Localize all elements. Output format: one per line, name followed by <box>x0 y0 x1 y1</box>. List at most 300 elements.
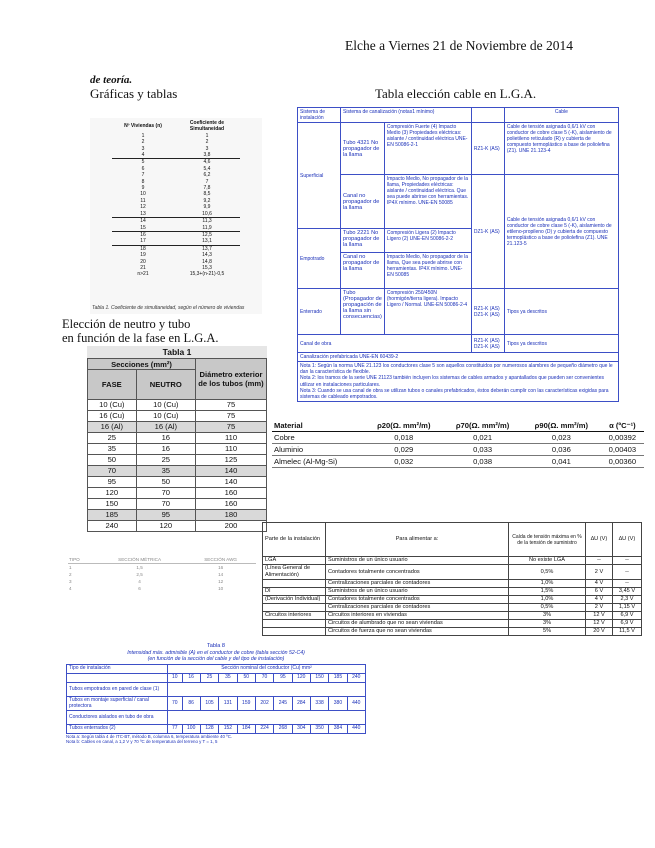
simultaneity-col-viviendas: Nº Viviendas (n) <box>124 123 162 130</box>
material-cell: 0,018 <box>364 432 443 444</box>
simultaneity-coef-cell: 3,8 <box>174 152 240 159</box>
neutro-diametro-cell: 160 <box>196 488 267 499</box>
faded-cell: 4 <box>69 586 72 591</box>
faded-cell: 6 <box>138 586 141 591</box>
table-row <box>263 604 642 612</box>
simultaneity-coef-cell: 3 <box>205 145 209 152</box>
neutro-neutro-cell: 16 <box>136 444 195 455</box>
table-row <box>112 238 240 245</box>
caida-cell: 20 V <box>586 628 613 636</box>
lga-emp-tubo-desc: Compresión Ligera (2) Impacto Ligero (2) UNE-EN 50086-2-2 <box>384 229 471 253</box>
lga-sup-canal-desc: Impacto Medio, No propagador de la llama, Propiedades eléctricas: aislante / continuidad eléctrica. Que sea puede abrirse con herramientas. IP4X mínimo. UNE-EN 50085 <box>384 175 471 229</box>
table-row <box>263 588 642 596</box>
caida-cell: -- <box>586 557 613 565</box>
faded-cell: 2 <box>69 572 72 577</box>
intensidad-title: Tabla 8 <box>206 643 226 649</box>
simultaneity-viviendas-cell: n>21 <box>137 271 149 278</box>
material-cell: 0,038 <box>443 456 522 468</box>
lga-obra-cable-desc: Tipos ya descritos <box>504 335 618 353</box>
caida-cell <box>263 628 326 636</box>
lga-sup-canal: Canal no propagador de la llama <box>341 175 385 229</box>
table-row <box>112 211 240 218</box>
neutro-diametro-cell: 125 <box>196 455 267 466</box>
neutro-table-title: Tabla 1 <box>162 347 192 357</box>
simultaneity-coef-cell: 6,2 <box>203 172 211 179</box>
simultaneity-coef-cell: 9,9 <box>203 204 211 211</box>
caida-cell: 0,5% <box>509 565 586 580</box>
caida-col-alimentar: Para alimentar a: <box>326 523 509 557</box>
caida-cell: 4 V <box>586 596 613 604</box>
material-cell: 0,041 <box>522 456 601 468</box>
material-cell: 0,036 <box>522 444 601 456</box>
caida-cell: 1,0% <box>509 596 586 604</box>
intensidad-value-cell: 128 <box>200 724 218 733</box>
simultaneity-viviendas-cell: 21 <box>140 264 146 271</box>
material-table <box>272 420 644 468</box>
neutro-neutro-cell: 10 (Cu) <box>136 411 195 422</box>
neutro-panel <box>87 346 267 532</box>
faded-col1: TIPO <box>68 556 94 564</box>
material-cell: 0,029 <box>364 444 443 456</box>
neutro-secciones-header: Secciones (mm²) <box>88 359 196 370</box>
simultaneity-col-coef: Coeficiente de Simultaneidad <box>189 120 225 133</box>
simultaneity-coef-cell: 15,3+(n-21)·0,5 <box>189 271 225 278</box>
simultaneity-coef-cell: 14,3 <box>202 252 212 259</box>
caida-cell: DI <box>263 588 326 596</box>
material-cell: 0,023 <box>522 432 601 444</box>
neutro-neutro-cell: 25 <box>136 455 195 466</box>
simultaneity-coef-cell: 5,4 <box>203 165 211 172</box>
table-row <box>88 488 267 499</box>
lga-emp-tubo: Tubo 2221 No propagador de la llama <box>341 229 385 253</box>
intensidad-row-d-label: Tubos enterrados (2) <box>67 724 168 733</box>
neutro-diametro-cell: 180 <box>196 510 267 521</box>
lga-enterrado: Enterrado <box>298 289 341 335</box>
material-header-cell: ρ90(Ω. mm²/m) <box>522 420 601 432</box>
caida-cell: Circuitos interiores <box>263 612 326 620</box>
caida-cell <box>263 580 326 588</box>
table-row <box>88 521 267 532</box>
neutro-fase-cell: 95 <box>88 477 137 488</box>
simultaneity-panel <box>90 118 262 314</box>
caida-cell: 3% <box>509 612 586 620</box>
lga-ent-tubo-desc: Compresión 250/450N (hormigón/tierra ligera). Impacto Ligero / Normal. UNE-EN 50086-2-4 <box>384 289 471 335</box>
caida-cell: 2 V <box>586 565 613 580</box>
table-row <box>272 444 644 456</box>
caida-col-maxima: Caída de tensión máxima en % de la tensión de suministro <box>509 523 586 557</box>
neutro-diametro-cell: 75 <box>196 422 267 433</box>
table-row <box>112 225 240 232</box>
simultaneity-viviendas-cell: 4 <box>112 152 174 159</box>
intensidad-size-cell: 25 <box>200 673 218 682</box>
material-panel <box>272 420 644 468</box>
caida-cell: 6,9 V <box>613 612 642 620</box>
caida-cell <box>263 604 326 612</box>
simultaneity-table <box>112 120 240 278</box>
table-row <box>272 456 644 468</box>
lga-ent-cable-desc: Tipos ya descritos <box>504 289 618 335</box>
simultaneity-viviendas-cell: 18 <box>140 245 146 252</box>
simultaneity-viviendas-cell: 17 <box>112 238 174 245</box>
simultaneity-coef-cell: 9,2 <box>203 197 211 204</box>
neutro-neutro-cell: 35 <box>136 466 195 477</box>
material-cell: 0,00403 <box>601 444 644 456</box>
simultaneity-viviendas-cell: 11 <box>140 197 146 204</box>
date-line: Elche a Viernes 21 de Noviembre de 2014 <box>345 38 573 53</box>
intensidad-value-cell: 384 <box>329 724 347 733</box>
simultaneity-coef-cell: 11,3 <box>202 218 212 225</box>
neutro-fase-cell: 35 <box>88 444 137 455</box>
neutro-fase-cell: 16 (Al) <box>88 422 137 433</box>
table-row <box>88 477 267 488</box>
intensidad-value-cell: 86 <box>182 696 200 710</box>
faded-cell: 14 <box>218 572 224 577</box>
caida-cell: 2,3 V <box>613 596 642 604</box>
neutro-diametro-cell: 140 <box>196 466 267 477</box>
simultaneity-coef-cell: 14,8 <box>202 258 212 265</box>
intensidad-row-a-label: Tubos empotrados en pared de clase (1) <box>67 682 168 696</box>
material-header-cell: Material <box>272 420 364 432</box>
neutro-diametro-cell: 110 <box>196 444 267 455</box>
caida-cell: Contadores totalmente concentrados <box>326 565 509 580</box>
intensidad-value-cell: 159 <box>237 696 255 710</box>
table-row <box>88 433 267 444</box>
caida-cell: 12 V <box>586 612 613 620</box>
faded-cell: 12 <box>218 579 224 584</box>
caida-cell: No existe LGA <box>509 557 586 565</box>
lga-sup-cable-b: DZ1-K (AS) <box>471 175 504 289</box>
caida-cell: Circuitos de alumbrado que no sean viviendas <box>326 620 509 628</box>
intensidad-value-cell: 440 <box>347 724 365 733</box>
material-cell: 0,00360 <box>601 456 644 468</box>
intensidad-seccion-label: Sección nominal del conductor (Cu) mm² <box>168 664 366 673</box>
material-cell: 0,033 <box>443 444 522 456</box>
caida-cell: (Línea General de Alimentación) <box>263 565 326 580</box>
simultaneity-viviendas-cell: 16 <box>140 231 146 238</box>
intensidad-value-cell: 152 <box>219 724 237 733</box>
caida-cell: 1,5% <box>509 588 586 596</box>
intensidad-row-b-label: Tubos en montaje superficial / canal protectora <box>67 696 168 710</box>
table-row <box>88 411 267 422</box>
lga-canalizacion-note: Canalización prefabricada UNE-EN 60439-2 <box>298 353 619 362</box>
neutro-neutro-cell: 50 <box>136 477 195 488</box>
intensidad-size-cell: 95 <box>274 673 292 682</box>
lga-ent-cable: RZ1-K (AS) DZ1-K (AS) <box>471 289 504 335</box>
neutro-neutro-cell: 16 <box>136 433 195 444</box>
table-row <box>112 218 240 225</box>
simultaneity-coef-cell: 7 <box>205 178 209 185</box>
intensidad-value-cell: 77 <box>168 724 183 733</box>
neutro-neutro-header: NEUTRO <box>136 370 195 400</box>
faded-cell: 2,5 <box>136 572 143 577</box>
intensidad-value-cell: 268 <box>274 724 292 733</box>
simultaneity-coef-cell: 1 <box>205 132 209 139</box>
caida-cell: 6,9 V <box>613 620 642 628</box>
caida-cell: LGA <box>263 557 326 565</box>
caida-table <box>262 522 642 636</box>
lga-emp-canal: Canal no propagador de la llama <box>341 253 385 289</box>
caida-cell: -- <box>613 580 642 588</box>
caida-cell: (Derivación Individual) <box>263 596 326 604</box>
caida-cell: 2 V <box>586 604 613 612</box>
intensidad-size-cell: 10 <box>168 673 183 682</box>
caida-cell: Contadores totalmente concentrados <box>326 596 509 604</box>
table-row <box>88 444 267 455</box>
simultaneity-coef-cell: 2 <box>205 139 209 146</box>
caida-cell <box>263 620 326 628</box>
neutro-diametro-cell: 75 <box>196 411 267 422</box>
faded-table <box>68 556 256 592</box>
neutro-neutro-cell: 95 <box>136 510 195 521</box>
simultaneity-viviendas-cell: 8 <box>141 178 145 185</box>
lga-col-canalizacion: Sistema de canalización (notas1 mínimo) <box>341 108 472 123</box>
intensidad-value-cell: 105 <box>200 696 218 710</box>
lga-sup-cable-a: RZ1-K (AS) <box>471 123 504 175</box>
neutro-fase-cell: 50 <box>88 455 137 466</box>
neutro-fase-cell: 16 (Cu) <box>88 411 137 422</box>
lga-title: Tabla elección cable en L.G.A. <box>375 86 537 101</box>
lga-sup-tubo-desc: Compresión Fuerte (4) Impacto Medio (3) Propiedades eléctricas: aislante / continuidad eléctrica UNE-EN 50086-2-1 <box>384 123 471 175</box>
material-cell: Aluminio <box>272 444 364 456</box>
table-row <box>263 565 642 580</box>
faded-cell: 3 <box>69 579 72 584</box>
intensidad-value-cell: 380 <box>329 696 347 710</box>
caida-cell: 1,15 V <box>613 604 642 612</box>
neutro-diametro-cell: 140 <box>196 477 267 488</box>
neutro-diametro-cell: 75 <box>196 400 267 411</box>
intensidad-value-cell: 224 <box>255 724 273 733</box>
simultaneity-viviendas-cell: 15 <box>112 225 174 232</box>
neutro-fase-cell: 150 <box>88 499 137 510</box>
neutro-diametro-cell: 200 <box>196 521 267 532</box>
intensidad-value-cell: 338 <box>310 696 328 710</box>
caida-cell: 3% <box>509 620 586 628</box>
neutro-neutro-cell: 70 <box>136 499 195 510</box>
caida-cell: 0,5% <box>509 604 586 612</box>
caida-cell: Centralizaciones parciales de contadores <box>326 580 509 588</box>
simultaneity-coef-cell: 7,8 <box>203 185 211 192</box>
simultaneity-coef-cell: 12,5 <box>202 231 212 238</box>
caida-col-du1: ∆U (V) <box>586 523 613 557</box>
intensidad-note-b: Nota b: Cables en canal, a 1,2 V y 70 ºC de temperatura del terreno y T = 1, 5 <box>66 739 218 745</box>
table-row <box>112 245 240 252</box>
lga-obra-cable: RZ1-K (AS) DZ1-K (AS) <box>471 335 504 353</box>
material-header-cell: ρ20(Ω. mm²/m) <box>364 420 443 432</box>
caida-cell: 11,5 V <box>613 628 642 636</box>
table-row <box>68 578 256 585</box>
intensidad-table <box>66 664 366 734</box>
material-cell: 0,021 <box>443 432 522 444</box>
intensidad-size-cell: 35 <box>219 673 237 682</box>
simultaneity-viviendas-cell: 20 <box>140 258 146 265</box>
simultaneity-coef-cell: 8,5 <box>203 191 211 198</box>
intensidad-value-cell: 284 <box>292 696 310 710</box>
intensidad-note-a: Nota a: Según tabla 4 de ITC-BT, método B, columna 6, temperatura ambiente 40 ºC. <box>66 733 233 739</box>
simultaneity-coef-cell: 13,1 <box>174 238 240 245</box>
neutro-fase-cell: 240 <box>88 521 137 532</box>
simultaneity-viviendas-cell: 13 <box>112 211 174 218</box>
caida-cell: Circuitos de fuerza que no sean viviendas <box>326 628 509 636</box>
lga-superficial: Superficial <box>298 123 341 229</box>
caida-cell: 1,0% <box>509 580 586 588</box>
intensidad-size-cell: 120 <box>292 673 310 682</box>
table-row <box>88 466 267 477</box>
table-row <box>68 571 256 578</box>
simultaneity-viviendas-cell: 12 <box>140 204 146 211</box>
material-cell: Cobre <box>272 432 364 444</box>
table-row <box>88 455 267 466</box>
simultaneity-coef-cell: 10,6 <box>174 211 240 218</box>
intensidad-value-cell: 245 <box>274 696 292 710</box>
caida-col-du2: ∆U (V) <box>613 523 642 557</box>
simultaneity-coef-cell: 11,9 <box>174 225 240 232</box>
material-header-cell: ρ70(Ω. mm²/m) <box>443 420 522 432</box>
table-row <box>263 620 642 628</box>
theory-label: de teoría. <box>90 74 133 86</box>
neutro-heading: Elección de neutro y tubo en función de la fase en L.G.A. <box>62 317 219 345</box>
caida-cell: 6 V <box>586 588 613 596</box>
intensidad-size-cell: 150 <box>310 673 328 682</box>
simultaneity-viviendas-cell: 14 <box>140 218 146 225</box>
intensidad-size-cell: 16 <box>182 673 200 682</box>
simultaneity-caption: Tabla 1. Coeficiente de simultaneidad, según el número de viviendas <box>92 305 245 311</box>
table-row <box>263 596 642 604</box>
simultaneity-coef-cell: 13,7 <box>202 245 212 252</box>
neutro-fase-cell: 25 <box>88 433 137 444</box>
simultaneity-viviendas-cell: 5 <box>141 159 145 166</box>
section-title: Gráficas y tablas <box>90 86 178 101</box>
table-row <box>88 510 267 521</box>
intensidad-value-cell: 304 <box>292 724 310 733</box>
lga-ent-tubo: Tubo (Propagador de propagación de la llama sin consecuencias) <box>341 289 385 335</box>
simultaneity-viviendas-cell: 9 <box>141 185 145 192</box>
neutro-diametro-cell: 160 <box>196 499 267 510</box>
simultaneity-coef-cell: 4,6 <box>203 159 211 166</box>
table-row <box>263 612 642 620</box>
table-row <box>88 400 267 411</box>
caida-cell: Suministros de un único usuario <box>326 557 509 565</box>
intensidad-value-cell: 440 <box>347 696 365 710</box>
intensidad-value-cell: 100 <box>182 724 200 733</box>
intensidad-value-cell: 70 <box>168 696 183 710</box>
caida-cell: Suministros de un único usuario <box>326 588 509 596</box>
table-row <box>263 580 642 588</box>
table-row <box>68 564 256 572</box>
table-row <box>112 159 240 166</box>
caida-panel <box>262 522 642 636</box>
simultaneity-viviendas-cell: 1 <box>141 132 145 139</box>
table-row <box>263 557 642 565</box>
caida-cell: 5% <box>509 628 586 636</box>
neutro-fase-cell: 185 <box>88 510 137 521</box>
lga-empotrado: Empotrado <box>298 229 341 289</box>
intensidad-subtitle1: Intensidad máx. admisible (A) en el conductor de cobre (tabla sección 52-C4) <box>127 650 305 656</box>
intensidad-value-cell: 202 <box>255 696 273 710</box>
table-row <box>112 152 240 159</box>
material-header-cell: α (ºC⁻¹) <box>601 420 644 432</box>
intensidad-size-cell: 50 <box>237 673 255 682</box>
material-cell: 0,032 <box>364 456 443 468</box>
intensidad-size-cell: 240 <box>347 673 365 682</box>
table-row <box>88 499 267 510</box>
intensidad-panel <box>66 643 366 745</box>
lga-panel <box>297 107 619 402</box>
table-row <box>263 628 642 636</box>
lga-table <box>297 107 619 402</box>
neutro-diametro-cell: 110 <box>196 433 267 444</box>
faded-col3: SECCIÓN AWG <box>185 556 256 564</box>
lga-col-sistema: Sistema de instalación <box>298 108 341 123</box>
simultaneity-viviendas-cell: 6 <box>141 165 145 172</box>
faded-col2: SECCIÓN MÉTRICA <box>94 556 185 564</box>
neutro-neutro-cell: 70 <box>136 488 195 499</box>
intensidad-size-cell: 185 <box>329 673 347 682</box>
intensidad-value-cell: 131 <box>219 696 237 710</box>
table-row <box>112 231 240 238</box>
caida-col-parte: Parte de la instalación <box>263 523 326 557</box>
faded-cell: 4 <box>138 579 141 584</box>
neutro-fase-cell: 10 (Cu) <box>88 400 137 411</box>
intensidad-tipo-label: Tipo de instalación <box>67 664 168 673</box>
material-cell: Almelec (Al-Mg-Si) <box>272 456 364 468</box>
caida-cell: Centralizaciones parciales de contadores <box>326 604 509 612</box>
faded-panel <box>68 556 256 606</box>
lga-canal-obra: Canal de obra <box>298 335 472 353</box>
simultaneity-viviendas-cell: 2 <box>141 139 145 146</box>
neutro-diametro-header: Diámetro exterior de los tubos (mm) <box>196 359 267 400</box>
neutro-fase-header: FASE <box>88 370 137 400</box>
faded-cell: 10 <box>218 586 224 591</box>
caida-cell: Circuitos interiores en viviendas <box>326 612 509 620</box>
neutro-neutro-cell: 16 (Al) <box>136 422 195 433</box>
caida-cell: 12 V <box>586 620 613 628</box>
intensidad-value-cell: 184 <box>237 724 255 733</box>
table-row <box>68 585 256 592</box>
caida-cell: 4 V <box>586 580 613 588</box>
intensidad-size-cell: 70 <box>255 673 273 682</box>
neutro-fase-cell: 70 <box>88 466 137 477</box>
caida-cell: -- <box>613 565 642 580</box>
neutro-neutro-cell: 120 <box>136 521 195 532</box>
lga-sup-tubo: Tubo 4321 No propagador de la llama <box>341 123 385 175</box>
simultaneity-viviendas-cell: 3 <box>141 145 145 152</box>
neutro-table <box>87 358 267 532</box>
table-row <box>112 271 240 277</box>
lga-sup-cable-b-desc: Cable de tensión asignada 0,6/1 kV con conductor de cobre clase 5 (-K), aislamiento de etileno-propileno (D) y cubierta de compuesto termoplástico a base de poliolefina (Z1). UNE 21.123-5 <box>504 175 618 289</box>
intensidad-row-c-label: Conductores aislados en tubo de obra <box>67 710 168 724</box>
caida-cell: 3,45 V <box>613 588 642 596</box>
lga-emp-canal-desc: Impacto Medio, No propagador de la llama, Que sea puede abrirse con herramientas. IP4X mínimo. UNE-EN 50085 <box>384 253 471 289</box>
lga-sup-cable-a-desc: Cable de tensión asignada 0,6/1 kV con conductor de cobre clase 5 (-K), aislamiento de polietileno reticulado (R) y cubierta de compuesto termoplástico a base de poliolefina (Z1). UNE 21.123-4 <box>504 123 618 175</box>
simultaneity-viviendas-cell: 7 <box>141 172 145 179</box>
neutro-fase-cell: 120 <box>88 488 137 499</box>
table-row <box>88 422 267 433</box>
table-row <box>272 432 644 444</box>
intensidad-value-cell: 350 <box>310 724 328 733</box>
lga-notes: Nota 1: Según la norma UNE 21.123 los conductores clase 5 son aquellos constituidos por numerosos alambres de pequeño diámetro que le dan la característica de flexible. Nota 2: los tramos de la serie UNE 21123 también incluyen los sistemas de cables armados y apantallados que pueden ser convenientes utilizar en instalaciones particulares. Nota 3: Cuando se usa canal de obra se utilizan tubos o canales prefabricados, éstos deberán cumplir con las características exigidas para sistemas de cableado empotrados. <box>298 362 619 402</box>
intensidad-subtitle2: (en función de la sección del cable y del tipo de instalación) <box>147 656 285 663</box>
simultaneity-viviendas-cell: 10 <box>140 191 146 198</box>
caida-cell: -- <box>613 557 642 565</box>
material-cell: 0,00392 <box>601 432 644 444</box>
neutro-neutro-cell: 10 (Cu) <box>136 400 195 411</box>
faded-cell: 1 <box>69 565 72 570</box>
faded-cell: 1,5 <box>136 565 143 570</box>
lga-col-cable: Cable <box>504 108 618 123</box>
simultaneity-coef-cell: 15,3 <box>202 264 212 271</box>
simultaneity-viviendas-cell: 19 <box>140 252 146 259</box>
faded-cell: 16 <box>218 565 224 570</box>
